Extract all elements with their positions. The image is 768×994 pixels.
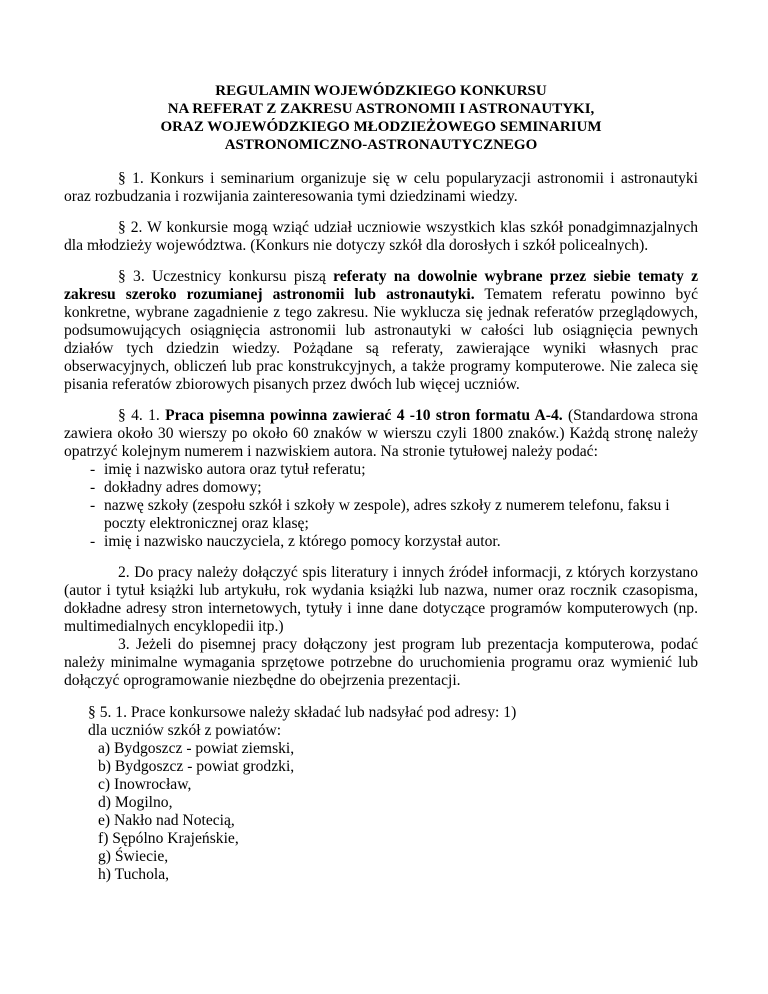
section-4-2: 2. Do pracy należy dołączyć spis literatury i innych źródeł informacji, z których korzystano (autor i tytuł książki lub artykułu, rok wydania książki lub nazwa, numer oraz rocznik czasopisma, dokładne adresy stron internetowych, tytuły i inne dane dotyczące programów komputerowych (np. multimedialnych encyklopedii itp.) [64,564,698,635]
list-item [64,533,698,551]
document-page [64,82,698,884]
list-item: a) Bydgoszcz - powiat ziemski, [98,740,295,757]
section-3-intro: § 3. Uczestnicy konkursu piszą [118,268,334,285]
section-3-bold: referaty na dowolnie wybrane przez siebie tematy z zakresu szeroko rozumianej astronomii lub astronautyki. [64,268,699,303]
section-3-text: Tematem referatu powinno być konkretne, wybrane zagadnienie z tego zakresu. Nie wyklucza się jednak referatów przeglądowych, podsumowujących osiągnięcia astronomii lub astronautyki w całości lub osiągnięcia pewnych działów tych dziedzin wiedzy. Pożądane są referaty, zawierające wyniki własnych prac obserwacyjnych, obliczeń lub prac konstrukcyjnych, a także programy komputerowe. Nie zaleca się pisania referatów zbiorowych pisanych przez dwóch lub więcej uczniów. [64,286,699,393]
list-item-text: dokładny adres domowy; [104,479,262,496]
section-5-subheading: dla uczniów szkół z powiatów: [88,722,282,739]
dash-marker: - [90,479,96,496]
list-item: h) Tuchola, [98,866,170,883]
list-item: f) Sępólno Krajeńskie, [98,830,239,847]
dash-marker: - [90,533,96,550]
document-title [64,82,698,154]
list-item: g) Świecie, [98,848,169,865]
section-5 [64,704,698,884]
section-3 [64,268,698,394]
section-4-3: 3. Jeżeli do pisemnej pracy dołączony jest program lub prezentacja komputerowa, podać należy minimalne wymagania sprzętowe potrzebne do uruchomienia programu oraz wymienić lub dołączyć oprogramowanie niezbędne do obejrzenia prezentacji. [64,636,698,689]
section-4-text: (Standardowa strona zawiera około 30 wierszy po około 60 znaków w wierszu czyli 1800 znaków.) Każdą stronę należy opatrzyć kolejnym numerem i nazwiskiem autora. Na stronie tytułowej należy podać: [64,407,698,460]
title-page-requirements [64,461,698,551]
list-item [64,497,698,533]
list-item: b) Bydgoszcz - powiat grodzki, [98,758,295,775]
section-4-lead: § 4. 1. [118,407,166,424]
list-item: d) Mogilno, [98,794,173,811]
title-line: ORAZ WOJEWÓDZKIEGO MŁODZIEŻOWEGO SEMINARIUM [160,119,602,135]
dash-marker: - [90,497,96,514]
dash-marker: - [90,461,96,478]
title-line: NA REFERAT Z ZAKRESU ASTRONOMII I ASTRONAUTYKI, [167,101,595,117]
list-item-text: nazwę szkoły (zespołu szkół i szkoły w zespole), adres szkoły z numerem telefonu, faksu i poczty elektronicznej oraz klasę; [104,497,670,532]
county-list [88,740,698,884]
section-2: § 2. W konkursie mogą wziąć udział uczniowie wszystkich klas szkół ponadgimnazjalnych dla młodzieży województwa. (Konkurs nie dotyczy szkół dla dorosłych i szkół policealnych). [64,219,698,254]
title-line: ASTRONOMICZNO-ASTRONAUTYCZNEGO [224,137,538,153]
section-5-heading: § 5. 1. Prace konkursowe należy składać lub nadsyłać pod adresy: 1) [88,704,517,721]
section-1: § 1. Konkurs i seminarium organizuje się w celu popularyzacji astronomii i astronautyki oraz rozbudzania i rozwijania zainteresowania tymi dziedzinami wiedzy. [64,170,698,205]
section-4-bold: Praca pisemna powinna zawierać 4 -10 stron formatu A-4. [165,407,563,424]
list-item: e) Nakło nad Notecią, [98,812,235,829]
section-4-1 [64,407,698,461]
list-item-text: imię i nazwisko autora oraz tytuł referatu; [104,461,366,478]
list-item [64,479,698,497]
list-item [64,461,698,479]
title-line: REGULAMIN WOJEWÓDZKIEGO KONKURSU [215,83,547,99]
list-item-text: imię i nazwisko nauczyciela, z którego pomocy korzystał autor. [104,533,501,550]
list-item: c) Inowrocław, [98,776,192,793]
